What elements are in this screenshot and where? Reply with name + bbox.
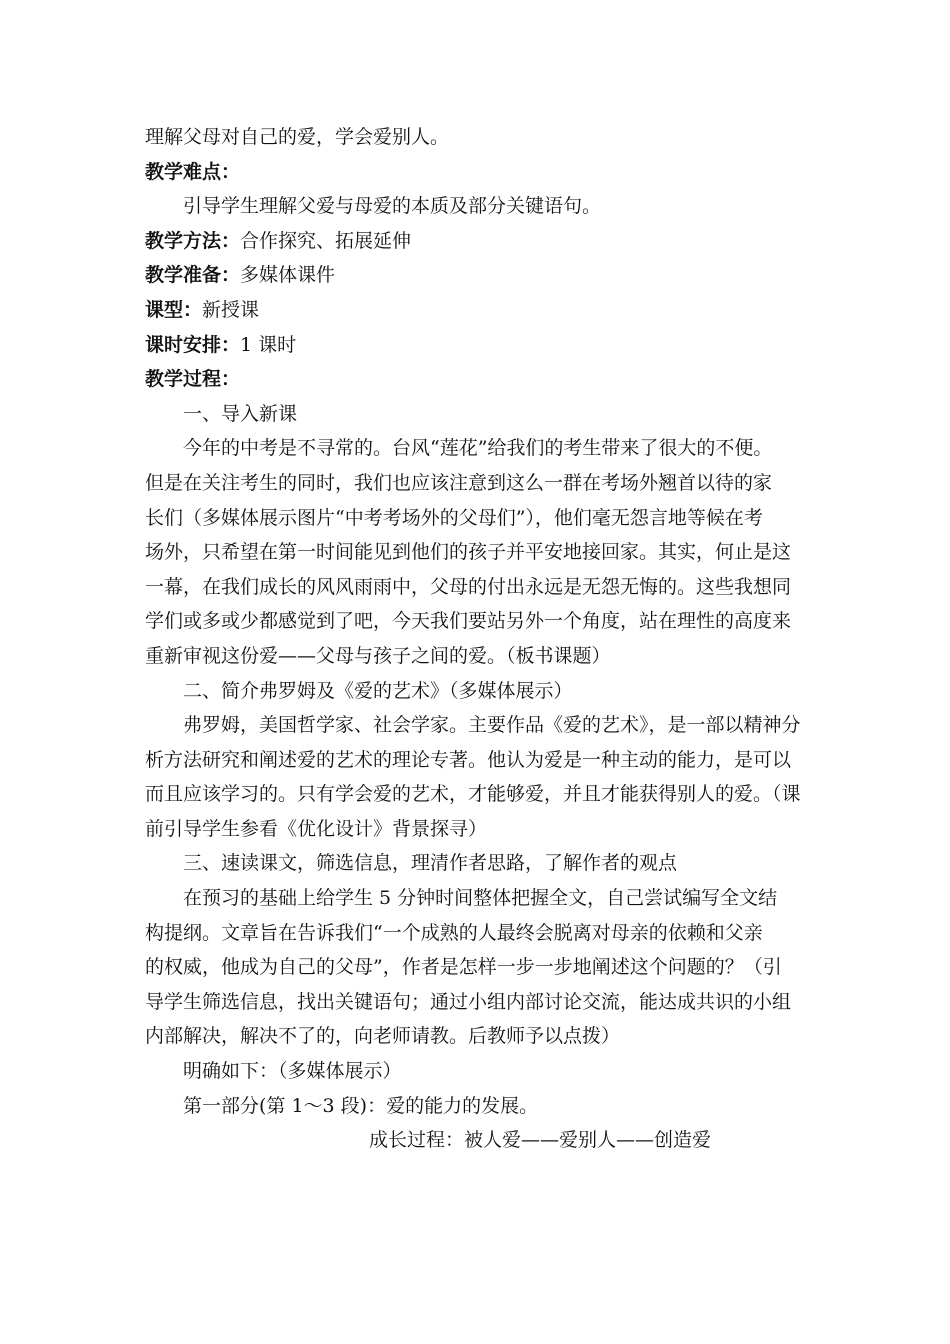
section1-line: 今年的中考是不寻常的。台风“莲花”给我们的考生带来了很大的不便。 <box>183 437 773 460</box>
section3-line: 内部解决，解决不了的，向老师请教。后教师予以点拨） <box>145 1025 621 1048</box>
type-row <box>145 293 785 328</box>
section3-title: 三、速读课文，筛选信息，理清作者思路，了解作者的观点 <box>183 852 678 875</box>
section2-line: 析方法研究和阐述爱的艺术的理论专著。他认为爱是一种主动的能力，是可以 <box>145 748 792 771</box>
prep-value: 多媒体课件 <box>240 264 336 287</box>
difficulty-heading: 教学难点： <box>145 160 241 183</box>
method-row <box>145 224 785 259</box>
document-body <box>145 120 801 1158</box>
part1-line: 第一部分(第 1～3 段)：爱的能力的发展。 <box>183 1094 539 1117</box>
section3-line: 在预习的基础上给学生 5 分钟时间整体把握全文，自己尝试编写全文结 <box>183 887 778 910</box>
method-value: 合作探究、拓展延伸 <box>240 229 412 252</box>
clarify-line: 明确如下：（多媒体展示） <box>183 1060 402 1083</box>
method-label: 教学方法： <box>145 229 241 252</box>
section3-line: 的权威，他成为自己的父母”，作者是怎样一步一步地阐述这个问题的？（引 <box>145 956 782 979</box>
section2-line: 弗罗姆，美国哲学家、社会学家。主要作品《爱的艺术》，是一部以精神分 <box>183 714 801 737</box>
section1-title: 一、导入新课 <box>183 402 298 425</box>
schedule-value: 1 课时 <box>240 333 297 356</box>
section2-line: 而且应该学习的。只有学会爱的艺术，才能够爱，并且才能获得别人的爱。（课 <box>145 783 801 806</box>
schedule-label: 课时安排： <box>145 333 241 356</box>
section2-line: 前引导学生参看《优化设计》背景探寻） <box>145 817 488 840</box>
section1-line: 学们或多或少都感觉到了吧，今天我们要站另外一个角度，站在理性的高度来 <box>145 610 792 633</box>
section2-title: 二、简介弗罗姆及《爱的艺术》（多媒体展示） <box>183 679 573 702</box>
section1-line: 一幕，在我们成长的风风雨雨中，父母的付出永远是无怨无悔的。这些我想同 <box>145 575 792 598</box>
section1-line: 重新审视这份爱——父母与孩子之间的爱。（板书课题） <box>145 644 611 667</box>
type-value: 新授课 <box>202 298 260 321</box>
prep-row <box>145 258 785 293</box>
type-label: 课型： <box>145 298 203 321</box>
section3-line: 构提纲。文章旨在告诉我们“一个成熟的人最终会脱离对母亲的依赖和父亲 <box>145 921 763 944</box>
intro-line: 理解父母对自己的爱，学会爱别人。 <box>145 126 450 148</box>
process-heading: 教学过程： <box>145 368 241 391</box>
section1-line: 但是在关注考生的同时，我们也应该注意到这么一群在考场外翘首以待的家 <box>145 471 773 494</box>
section1-line: 长们（多媒体展示图片“中考考场外的父母们”），他们毫无怨言地等候在考 <box>145 506 763 529</box>
difficulty-text: 引导学生理解父爱与母爱的本质及部分关键语句。 <box>183 195 602 218</box>
growth-line: 成长过程：被人爱——爱别人——创造爱 <box>369 1129 712 1152</box>
section3-line: 导学生筛选信息，找出关键语句；通过小组内部讨论交流，能达成共识的小组 <box>145 990 792 1013</box>
schedule-row <box>145 328 785 363</box>
section1-line: 场外，只希望在第一时间能见到他们的孩子并平安地接回家。其实，何止是这 <box>145 541 792 564</box>
prep-label: 教学准备： <box>145 264 241 287</box>
